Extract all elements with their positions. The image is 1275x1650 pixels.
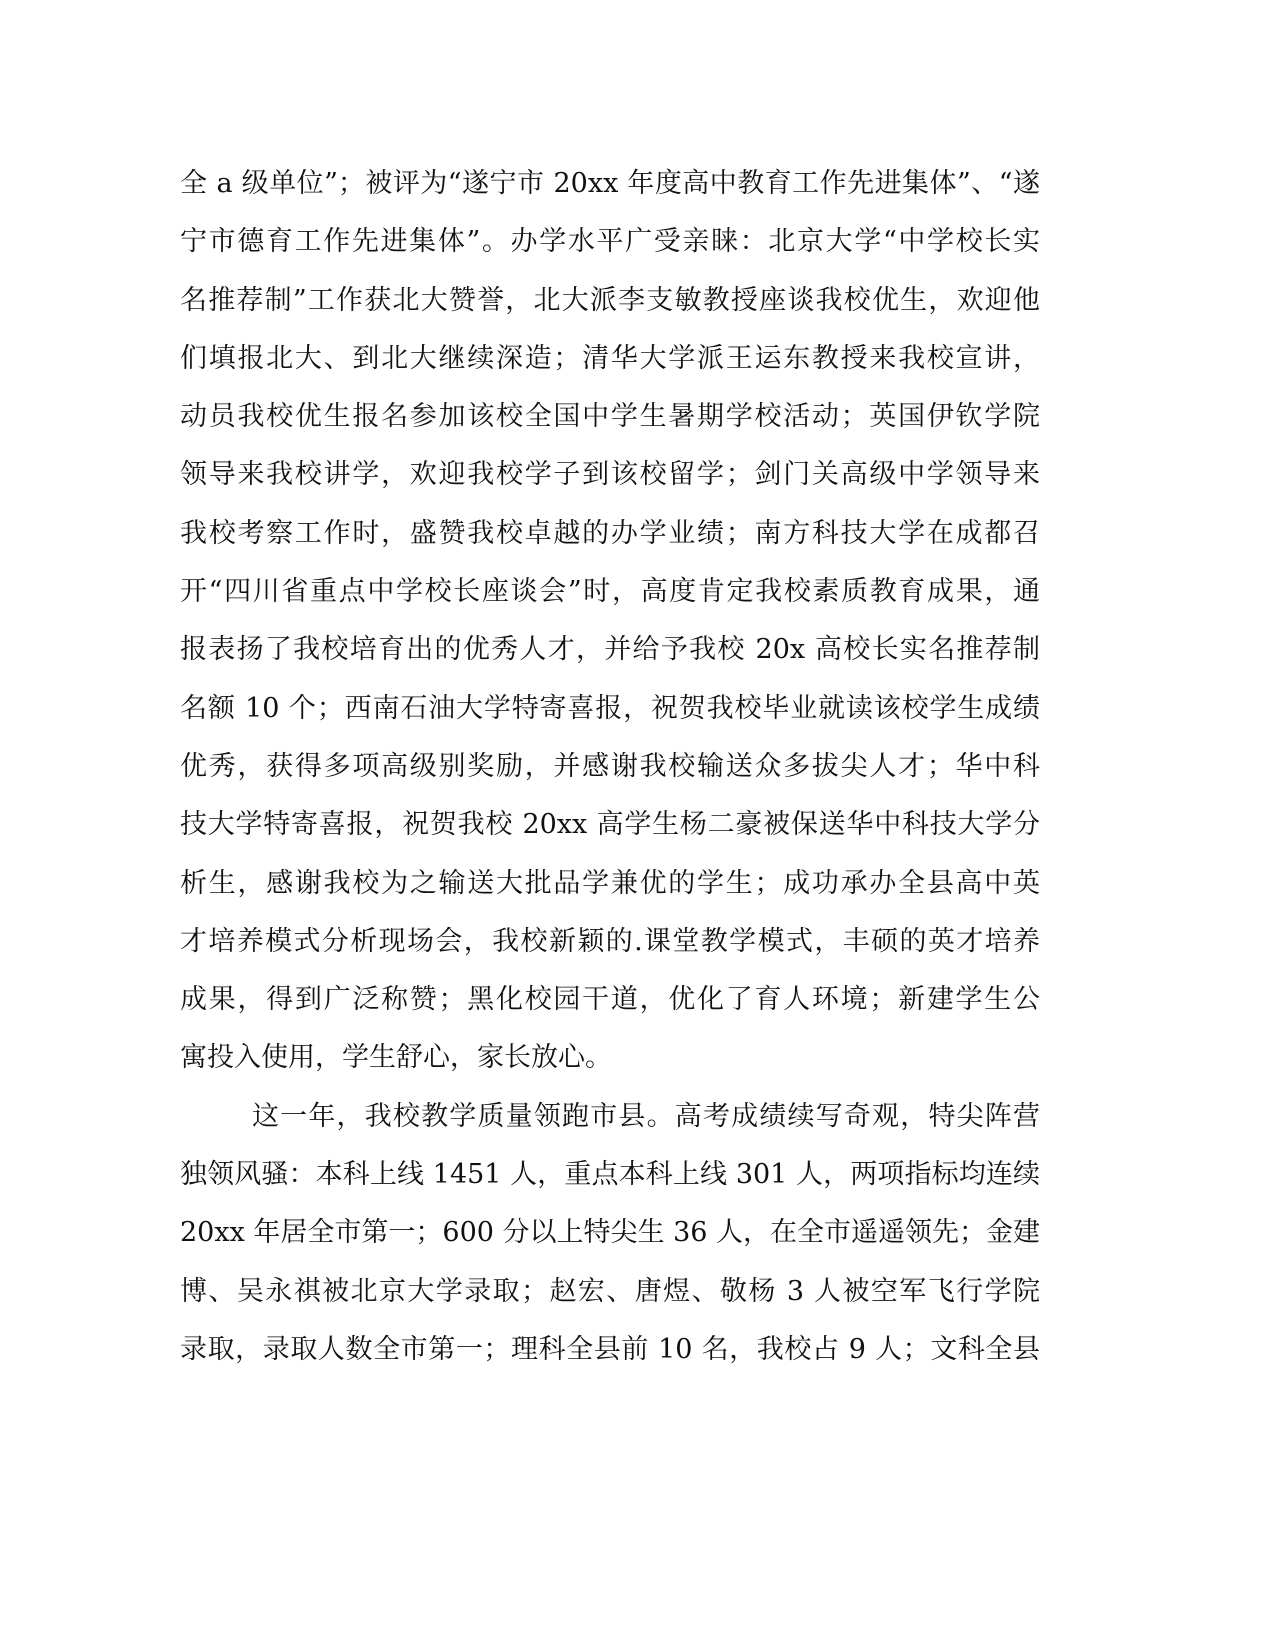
body-text xyxy=(180,155,1040,1379)
text-line: 析生，感谢我校为之输送大批品学兼优的学生；成功承办全县高中英 xyxy=(180,867,1040,899)
paragraph-end-line: 寓投入使用，学生舒心，家长放心。 xyxy=(180,1042,612,1074)
text-line: 宁市德育工作先进集体”。办学水平广受亲睐：北京大学“中学校长实 xyxy=(180,226,1040,258)
text-line: 名额 10 个；西南石油大学特寄喜报，祝贺我校毕业就读该校学生成绩 xyxy=(180,692,1040,724)
text-line: 我校考察工作时，盛赞我校卓越的办学业绩；南方科技大学在成都召 xyxy=(180,517,1040,549)
text-line: 博、吴永祺被北京大学录取；赵宏、唐煜、敬杨 3 人被空军飞行学院 xyxy=(180,1275,1040,1307)
text-line: 技大学特寄喜报，祝贺我校 20xx 高学生杨二豪被保送华中科技大学分 xyxy=(180,809,1040,841)
text-line: 录取，录取人数全市第一；理科全县前 10 名，我校占 9 人；文科全县 xyxy=(180,1333,1040,1365)
text-line: 独领风骚：本科上线 1451 人，重点本科上线 301 人，两项指标均连续 xyxy=(180,1159,1040,1191)
text-line: 报表扬了我校培育出的优秀人才，并给予我校 20x 高校长实名推荐制 xyxy=(180,634,1040,666)
paragraph-start-line: 这一年，我校教学质量领跑市县。高考成绩续写奇观，特尖阵营 xyxy=(252,1100,1040,1132)
text-line: 动员我校优生报名参加该校全国中学生暑期学校活动；英国伊钦学院 xyxy=(180,401,1040,433)
text-line: 们填报北大、到北大继续深造；清华大学派王运东教授来我校宣讲， xyxy=(180,342,1040,374)
text-line: 领导来我校讲学，欢迎我校学子到该校留学；剑门关高级中学领导来 xyxy=(180,459,1040,491)
text-line: 20xx 年居全市第一；600 分以上特尖生 36 人，在全市遥遥领先；金建 xyxy=(180,1217,1041,1249)
text-line: 全 a 级单位”；被评为“遂宁市 20xx 年度高中教育工作先进集体”、“遂 xyxy=(180,168,1040,199)
text-line: 才培养模式分析现场会，我校新颖的.课堂教学模式，丰硕的英才培养 xyxy=(180,925,1040,957)
text-line: 优秀，获得多项高级别奖励，并感谢我校输送众多拔尖人才；华中科 xyxy=(180,750,1040,782)
text-line: 成果，得到广泛称赞；黑化校园干道，优化了育人环境；新建学生公 xyxy=(180,984,1040,1016)
text-line: 名推荐制”工作获北大赞誉，北大派李支敏教授座谈我校优生，欢迎他 xyxy=(180,284,1040,316)
text-line: 开“四川省重点中学校长座谈会”时，高度肯定我校素质教育成果，通 xyxy=(180,576,1040,608)
